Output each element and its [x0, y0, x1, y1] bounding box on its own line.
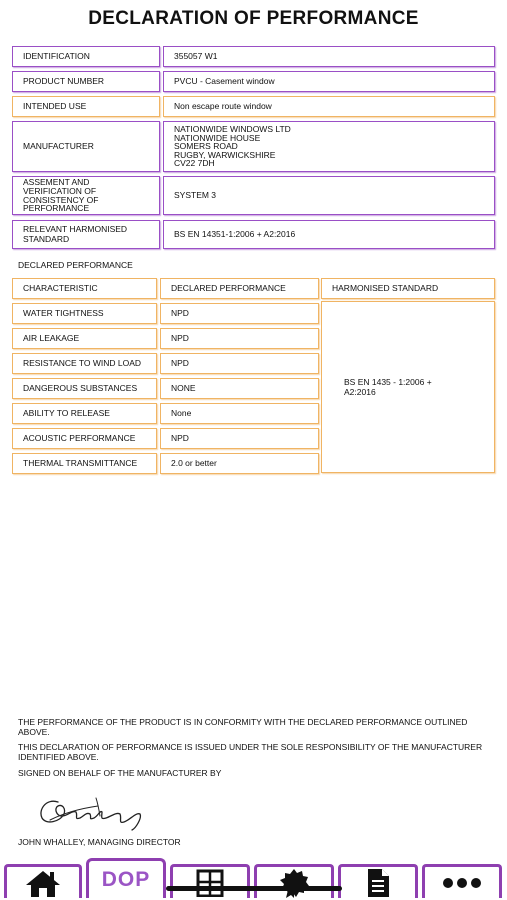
identification-value: 355057 W1	[163, 46, 495, 67]
nav-home-button[interactable]	[4, 864, 82, 898]
harmonised-standard-cell: BS EN 1435 - 1:2006 + A2:2016	[321, 301, 495, 473]
performance-cell: NPD	[160, 303, 319, 324]
characteristic-cell: AIR LEAKAGE	[12, 328, 157, 349]
harmonised-standard-label: RELEVANT HARMONISED STANDARD	[12, 220, 160, 249]
window-icon	[195, 869, 225, 897]
header-declared-performance: DECLARED PERFORMANCE	[160, 278, 319, 299]
conformity-statement: THE PERFORMANCE OF THE PRODUCT IS IN CONFORMITY WITH THE DECLARED PERFORMANCE OUTLINED ABOVE.	[18, 717, 468, 737]
characteristic-cell: RESISTANCE TO WIND LOAD	[12, 353, 157, 374]
document-icon	[366, 868, 390, 898]
manufacturer-row	[12, 121, 495, 172]
nav-window-button[interactable]	[170, 864, 250, 898]
characteristic-cell: ABILITY TO RELEASE	[12, 403, 157, 424]
characteristic-cell: ACOUSTIC PERFORMANCE	[12, 428, 157, 449]
declared-header-row	[12, 278, 495, 299]
intended-use-row	[12, 96, 495, 117]
performance-cell: NPD	[160, 353, 319, 374]
intended-use-label: INTENDED USE	[12, 96, 160, 117]
nav-dop-label: DOP	[101, 867, 151, 891]
performance-cell: 2.0 or better	[160, 453, 319, 474]
characteristic-cell: DANGEROUS SUBSTANCES	[12, 378, 157, 399]
bottom-nav	[0, 858, 507, 900]
product-number-value: PVCU - Casement window	[163, 71, 495, 92]
nav-dop-button[interactable]	[86, 858, 166, 898]
header-characteristic: CHARACTERISTIC	[12, 278, 157, 299]
performance-cell: NPD	[160, 428, 319, 449]
identification-row	[12, 46, 495, 67]
home-icon	[24, 869, 62, 897]
signature-image	[36, 790, 156, 832]
characteristic-cell: THERMAL TRANSMITTANCE	[12, 453, 157, 474]
performance-cell: NPD	[160, 328, 319, 349]
seal-icon	[278, 868, 310, 898]
harmonised-standard-value: BS EN 14351-1:2006 + A2:2016	[163, 220, 495, 249]
identification-label: IDENTIFICATION	[12, 46, 160, 67]
signatory-name: JOHN WHALLEY, MANAGING DIRECTOR	[18, 837, 181, 847]
manufacturer-value: NATIONWIDE WINDOWS LTD NATIONWIDE HOUSE SOMERS ROAD RUGBY, WARWICKSHIRE CV22 7DH	[163, 121, 495, 172]
characteristic-cell: WATER TIGHTNESS	[12, 303, 157, 324]
intended-use-value: Non escape route window	[163, 96, 495, 117]
performance-cell: NONE	[160, 378, 319, 399]
declared-performance-heading: DECLARED PERFORMANCE	[18, 260, 133, 270]
page-title: DECLARATION OF PERFORMANCE	[88, 8, 419, 29]
nav-seal-button[interactable]	[254, 864, 334, 898]
performance-cell: None	[160, 403, 319, 424]
harmonised-standard-row	[12, 220, 495, 249]
header-harmonised-standard: HARMONISED STANDARD	[321, 278, 495, 299]
product-number-label: PRODUCT NUMBER	[12, 71, 160, 92]
manufacturer-label: MANUFACTURER	[12, 121, 160, 172]
more-icon	[442, 877, 482, 889]
assessment-label: ASSEMENT AND VERIFICATION OF CONSISTENCY OF PERFORMANCE	[12, 176, 160, 215]
responsibility-statement: THIS DECLARATION OF PERFORMANCE IS ISSUED UNDER THE SOLE RESPONSIBILITY OF THE MANUFACTURER IDENTIFIED ABOVE.	[18, 742, 483, 762]
product-number-row	[12, 71, 495, 92]
assessment-row	[12, 176, 495, 215]
assessment-value: SYSTEM 3	[163, 176, 495, 215]
home-indicator	[166, 886, 342, 891]
signed-on-behalf-text: SIGNED ON BEHALF OF THE MANUFACTURER BY	[18, 768, 222, 778]
nav-more-button[interactable]	[422, 864, 502, 898]
nav-document-button[interactable]	[338, 864, 418, 898]
